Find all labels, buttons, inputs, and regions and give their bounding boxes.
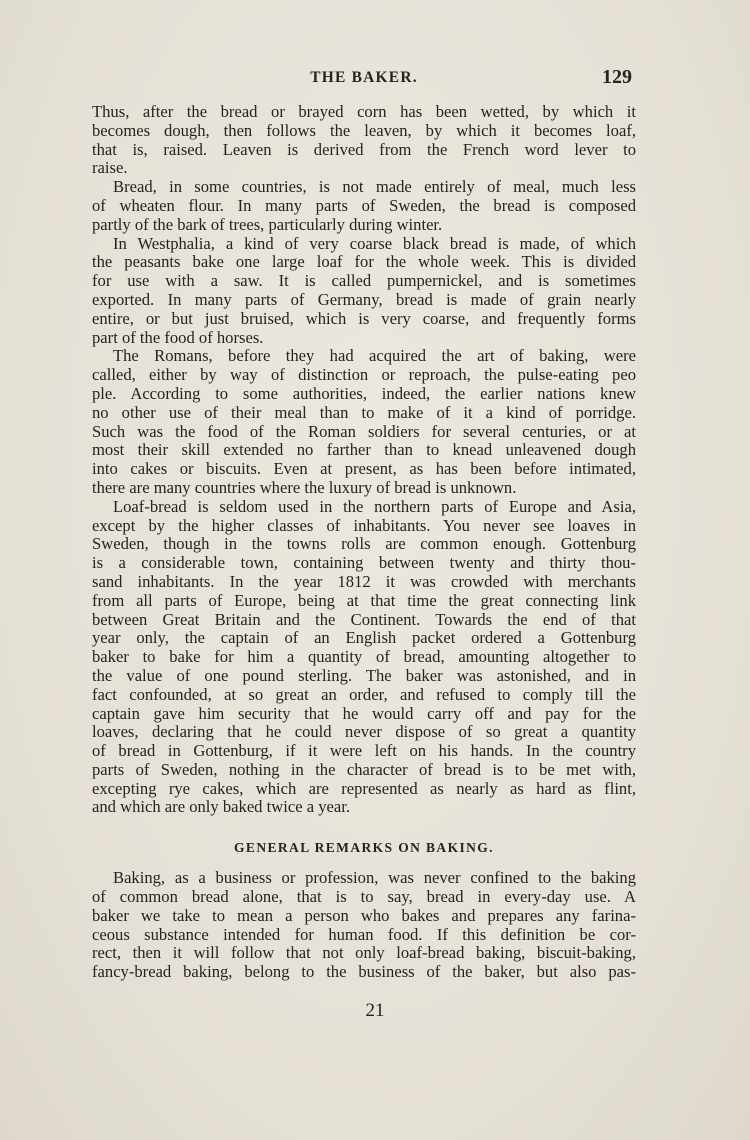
paragraph bbox=[92, 235, 636, 348]
text-line: and which are only baked twice a year. bbox=[92, 797, 351, 817]
text-line: there are many countries where the luxury of bread is unknown. bbox=[92, 477, 517, 497]
text-line: the value of one pound sterling. The baker was astonished, and in bbox=[92, 665, 636, 685]
text-line: rect, then it will follow that not only loaf-bread baking, biscuit-baking, bbox=[92, 943, 636, 963]
page-number: 129 bbox=[602, 66, 632, 88]
text-line: that is, raised. Leaven is derived from the French word lever to bbox=[92, 139, 636, 159]
section-heading: GENERAL REMARKS ON BAKING. bbox=[234, 840, 494, 856]
text-line: fact confounded, at so great an order, and refused to comply till the bbox=[92, 684, 636, 704]
text-line: Loaf-bread is seldom used in the northern parts of Europe and Asia, bbox=[113, 496, 636, 516]
text-line: Thus, after the bread or brayed corn has been wetted, by which it bbox=[92, 102, 636, 121]
text-line: called, either by way of distinction or reproach, the pulse-eating peo bbox=[92, 365, 636, 385]
text-line: baker to bake for him a quantity of bread, amounting altogether to bbox=[92, 647, 636, 667]
paragraph bbox=[92, 178, 636, 234]
text-line: except by the higher classes of inhabitants. You never see loaves in bbox=[92, 515, 636, 535]
text-line: Baking, as a business or profession, was never confined to the baking bbox=[113, 868, 636, 888]
text-line: Bread, in some countries, is not made entirely of meal, much less bbox=[113, 177, 636, 197]
text-line: ple. According to some authorities, indeed, the earlier nations knew bbox=[92, 383, 636, 403]
signature-mark: 21 bbox=[365, 1000, 385, 1021]
text-line: for use with a saw. It is called pumpernickel, and is sometimes bbox=[92, 271, 636, 291]
text-line: sand inhabitants. In the year 1812 it was crowded with merchants bbox=[92, 571, 636, 591]
text-line: parts of Sweden, nothing in the character of bread is to be met with, bbox=[92, 759, 636, 779]
text-line: excepting rye cakes, which are represented as nearly as hard as flint, bbox=[92, 778, 636, 798]
paragraph bbox=[92, 498, 636, 818]
text-line: captain gave him security that he would carry off and pay for the bbox=[92, 703, 636, 723]
text-line: is a considerable town, containing between twenty and thirty thou- bbox=[92, 553, 636, 573]
text-line: year only, the captain of an English packet ordered a Gottenburg bbox=[92, 628, 636, 648]
text-line: entire, or but just bruised, which is very coarse, and frequently forms bbox=[92, 308, 636, 328]
text-line: of bread in Gottenburg, if it were left on his hands. In the country bbox=[92, 741, 636, 761]
text-line: fancy-bread baking, belong to the business of the baker, but also pas- bbox=[92, 962, 636, 982]
running-title: THE BAKER. bbox=[310, 69, 418, 86]
text-line: Such was the food of the Roman soldiers for several centuries, or at bbox=[92, 421, 636, 441]
text-line: ceous substance intended for human food. If this definition be cor- bbox=[92, 924, 636, 944]
text-line: part of the food of horses. bbox=[92, 327, 264, 347]
text-line: In Westphalia, a kind of very coarse black bread is made, of which bbox=[113, 233, 636, 253]
text-line: no other use of their meal than to make of it a kind of porridge. bbox=[92, 402, 636, 422]
text-line: baker we take to mean a person who bakes and prepares any farina- bbox=[92, 905, 636, 925]
text-line: of wheaten flour. In many parts of Sweden, the bread is composed bbox=[92, 195, 636, 215]
paragraph bbox=[92, 869, 636, 982]
text-line: the peasants bake one large loaf for the whole week. This is divided bbox=[92, 252, 636, 272]
text-line: most their skill extended no farther than to knead unleavened dough bbox=[92, 440, 636, 460]
text-line: between Great Britain and the Continent. Towards the end of that bbox=[92, 609, 636, 629]
paragraph bbox=[92, 347, 636, 497]
text-line: Sweden, though in the towns rolls are common enough. Gottenburg bbox=[92, 534, 636, 554]
text-line: raise. bbox=[92, 158, 128, 178]
text-line: loaves, declaring that he could never dispose of so great a quantity bbox=[92, 722, 636, 742]
running-header bbox=[92, 66, 636, 92]
body-text bbox=[92, 103, 636, 982]
text-line: from all parts of Europe, being at that time the great connecting link bbox=[92, 590, 636, 610]
text-line: partly of the bark of trees, particularly during winter. bbox=[92, 214, 443, 234]
text-line: of common bread alone, that is to say, bread in every-day use. A bbox=[92, 887, 636, 907]
text-line: becomes dough, then follows the leaven, by which it becomes loaf, bbox=[92, 120, 636, 140]
text-line: exported. In many parts of Germany, bread is made of grain nearly bbox=[92, 289, 636, 309]
paragraph bbox=[92, 103, 636, 178]
text-line: The Romans, before they had acquired the art of baking, were bbox=[113, 346, 636, 366]
text-line: into cakes or biscuits. Even at present, as has been before intimated, bbox=[92, 459, 636, 479]
